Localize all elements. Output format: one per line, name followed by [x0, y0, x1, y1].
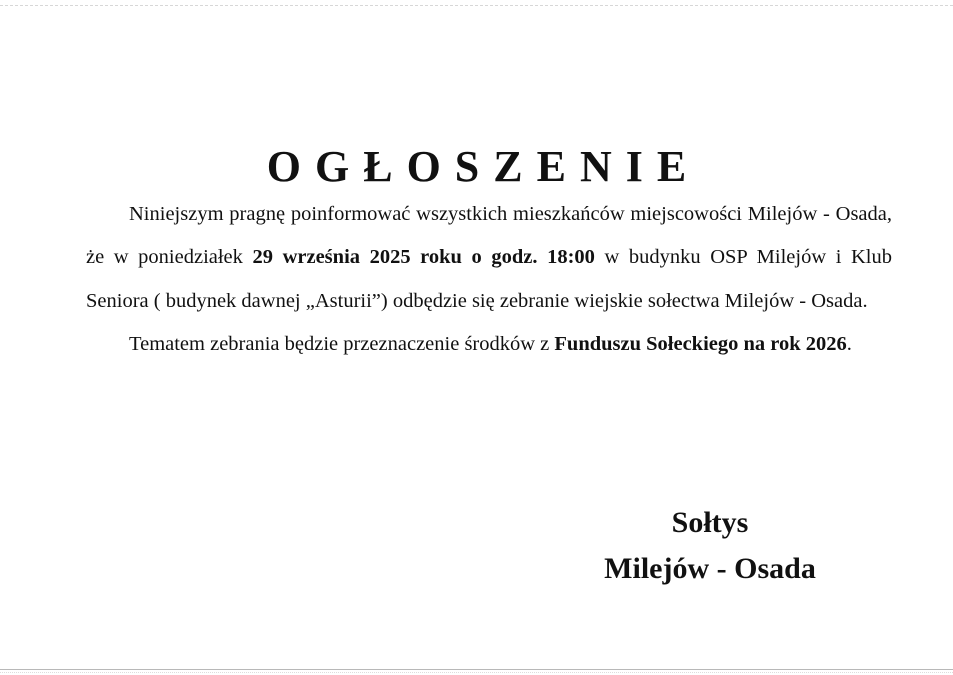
meeting-date-time: 29 września 2025 roku o godz. 18:00: [252, 246, 595, 269]
scan-edge-bottom: [0, 669, 953, 670]
scan-edge-bottom-faint: [0, 672, 953, 673]
paragraph1-intro: Niniejszym pragnę poinformować wszystkich mieszkańców miejscowości Milejów - Osada, że w poniedziałek: [86, 203, 892, 269]
signature-role: Sołtys: [671, 506, 749, 539]
notice-body: [86, 193, 892, 366]
paragraph2-intro: Tematem zebrania będzie przeznaczenie środków z: [129, 332, 555, 355]
announcement-paragraph: [86, 193, 892, 323]
paragraph1-location: w budynku OSP Milejów i Klub Seniora ( budynek dawnej „Asturii”) odbędzie się zebranie wiejskie sołectwa Milejów - Osada.: [86, 246, 892, 312]
signature-place: Milejów - Osada: [604, 552, 816, 585]
notice-title: OGŁOSZENIE: [266, 142, 701, 192]
scan-edge-top: [0, 5, 953, 6]
fund-name: Funduszu Sołeckiego na rok 2026: [554, 332, 847, 355]
paragraph2-end: .: [846, 332, 852, 355]
topic-paragraph: [86, 323, 892, 366]
